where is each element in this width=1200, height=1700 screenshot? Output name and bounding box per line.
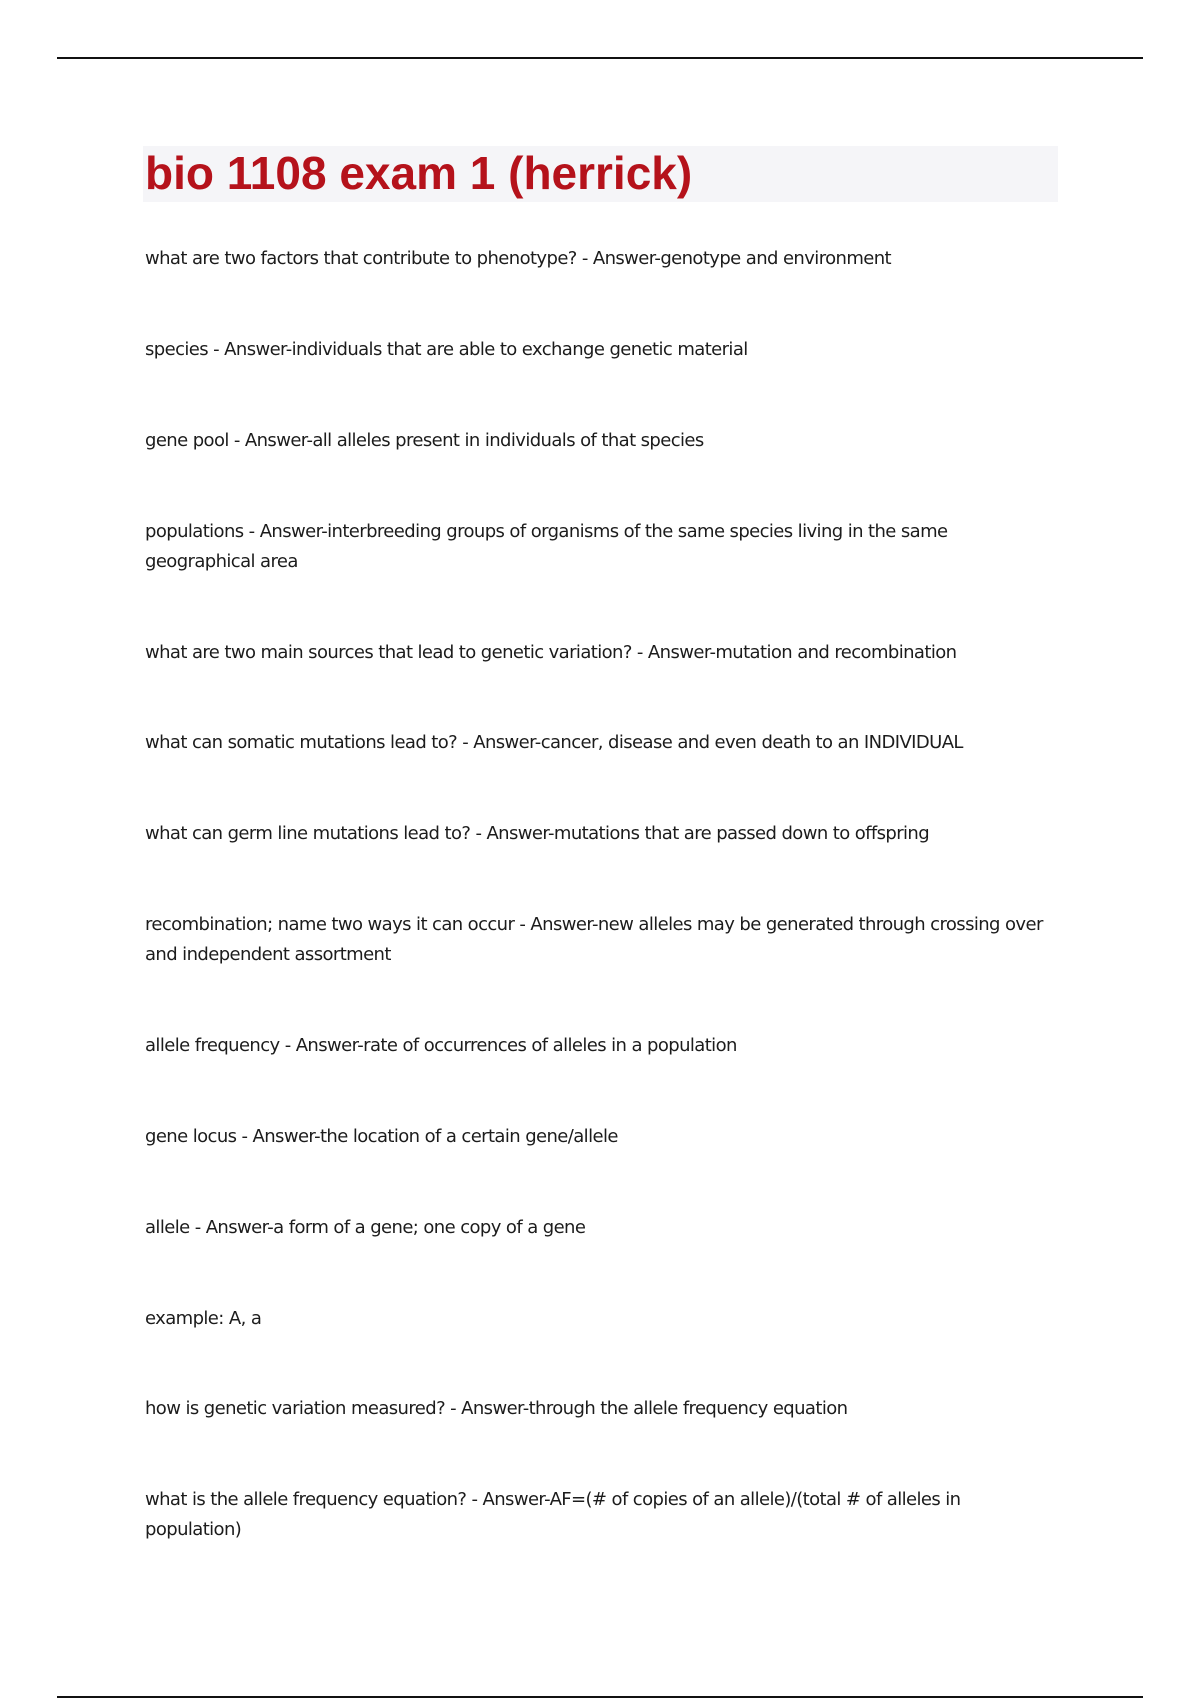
entry-phenotype-factors: what are two factors that contribute to phenotype? - Answer-genotype and environment xyxy=(145,248,891,269)
entry-recombination: recombination; name two ways it can occur - Answer-new alleles may be generated through crossing over and independent assortment xyxy=(145,914,1043,965)
document-title: bio 1108 exam 1 (herrick) xyxy=(145,147,693,199)
entry-gene-locus: gene locus - Answer-the location of a certain gene/allele xyxy=(145,1126,618,1147)
bottom-rule xyxy=(57,1696,1143,1698)
entry-allele-frequency: allele frequency - Answer-rate of occurrences of alleles in a population xyxy=(145,1035,737,1056)
entry-somatic-mutations: what can somatic mutations lead to? - Answer-cancer, disease and even death to an INDIVIDUAL xyxy=(145,732,963,753)
entry-variation-measured: how is genetic variation measured? - Answer-through the allele frequency equation xyxy=(145,1398,848,1419)
entry-germ-line-mutations: what can germ line mutations lead to? - Answer-mutations that are passed down to offspring xyxy=(145,823,930,844)
entry-allele-frequency-equation: what is the allele frequency equation? - Answer-AF=(# of copies of an allele)/(total # of alleles in population) xyxy=(145,1489,961,1540)
entry-populations: populations - Answer-interbreeding groups of organisms of the same species living in the same geographical area xyxy=(145,521,948,572)
entry-allele-example: example: A, a xyxy=(145,1308,262,1329)
entry-variation-sources: what are two main sources that lead to genetic variation? - Answer-mutation and recombination xyxy=(145,642,957,663)
entry-species: species - Answer-individuals that are able to exchange genetic material xyxy=(145,339,748,360)
entry-gene-pool: gene pool - Answer-all alleles present in individuals of that species xyxy=(145,430,704,451)
entry-allele: allele - Answer-a form of a gene; one copy of a gene xyxy=(145,1217,586,1238)
top-rule xyxy=(57,57,1143,59)
